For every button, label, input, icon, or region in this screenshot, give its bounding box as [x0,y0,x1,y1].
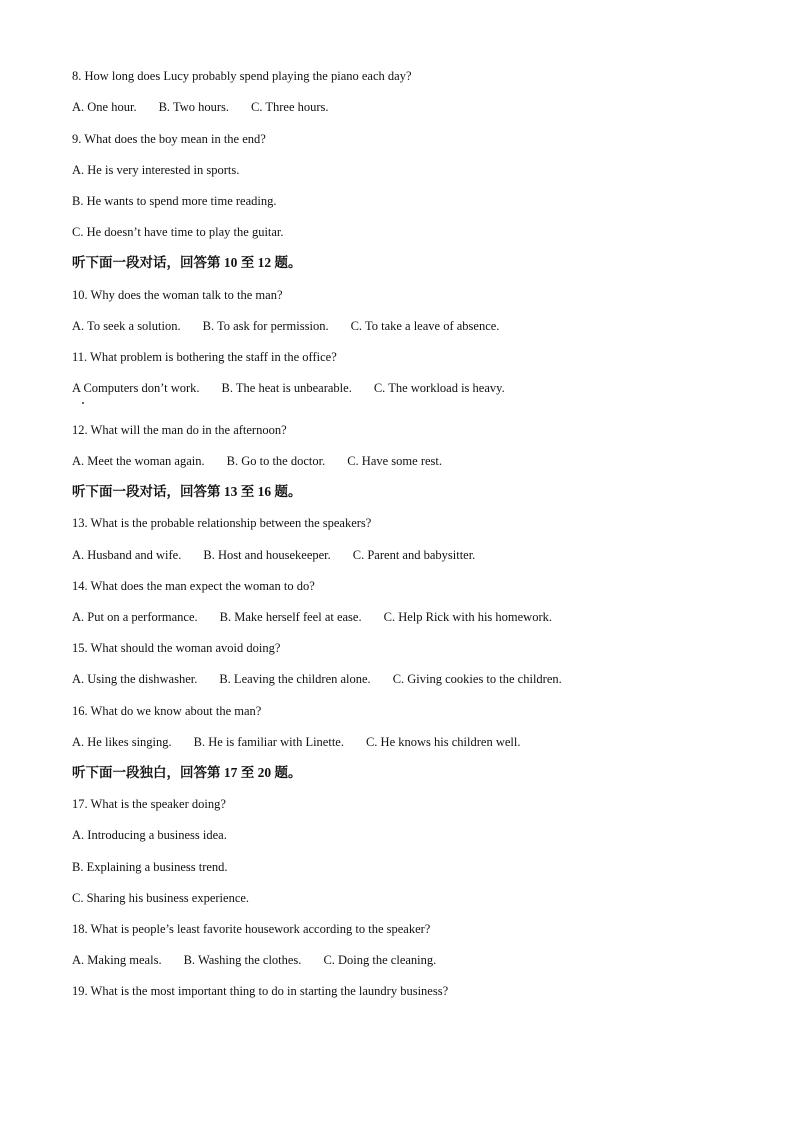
question-17: 17. What is the speaker doing? [72,797,226,811]
question-12: 12. What will the man do in the afternoon? [72,423,287,437]
option-15a: A. Using the dishwasher. [72,672,198,686]
options-13 [72,547,497,563]
options-8 [72,99,351,115]
option-18c: C. Doing the cleaning. [323,953,437,967]
option-16c: C. He knows his children well. [365,735,521,749]
section-heading-10-12: 听下面一段对话，回答第 10 至 12 题。 [72,255,302,270]
option-11b: B. The heat is unbearable. [221,381,352,395]
option-9c: C. He doesn’t have time to play the guitar. [72,225,284,239]
option-16b: B. He is familiar with Linette. [193,735,344,749]
option-11c: C. The workload is heavy. [373,381,505,395]
option-8b: B. Two hours. [158,100,230,114]
question-13: 13. What is the probable relationship between the speakers? [72,516,372,530]
question-18: 18. What is people’s least favorite housework according to the speaker? [72,922,431,936]
question-15: 15. What should the woman avoid doing? [72,641,281,655]
option-18b: B. Washing the clothes. [183,953,302,967]
option-17a: A. Introducing a business idea. [72,828,227,842]
option-10b: B. To ask for permission. [202,319,329,333]
option-16a: A. He likes singing. [72,735,172,749]
option-17b: B. Explaining a business trend. [72,860,228,874]
option-12c: C. Have some rest. [347,454,442,468]
question-9: 9. What does the boy mean in the end? [72,132,266,146]
option-8c: C. Three hours. [251,100,329,114]
option-15c: C. Giving cookies to the children. [392,672,562,686]
option-9b: B. He wants to spend more time reading. [72,194,277,208]
option-18a: A. Making meals. [72,953,162,967]
option-13a: A. Husband and wife. [72,548,182,562]
options-12 [72,453,464,469]
question-16: 16. What do we know about the man? [72,704,262,718]
option-17c: C. Sharing his business experience. [72,891,250,905]
option-9a: A. He is very interested in sports. [72,163,240,177]
options-16 [72,734,542,750]
options-10 [72,318,521,334]
option-8a: A. One hour. [72,100,137,114]
question-11: 11. What problem is bothering the staff in the office? [72,350,337,364]
stray-dot [82,402,84,404]
option-14a: A. Put on a performance. [72,610,198,624]
question-19: 19. What is the most important thing to do in starting the laundry business? [72,984,449,998]
option-10c: C. To take a leave of absence. [350,319,500,333]
option-13b: B. Host and housekeeper. [203,548,331,562]
section-heading-17-20: 听下面一段独白，回答第 17 至 20 题。 [72,765,302,780]
option-14b: B. Make herself feel at ease. [219,610,362,624]
options-11 [72,380,527,396]
option-12a: A. Meet the woman again. [72,454,205,468]
options-14 [72,609,574,625]
section-heading-13-16: 听下面一段对话，回答第 13 至 16 题。 [72,484,302,499]
option-11a: A Computers don’t work. [72,381,200,395]
options-18 [72,952,458,968]
option-14c: C. Help Rick with his homework. [383,610,552,624]
options-15 [72,671,584,687]
option-13c: C. Parent and babysitter. [352,548,476,562]
question-8: 8. How long does Lucy probably spend playing the piano each day? [72,69,412,83]
question-10: 10. Why does the woman talk to the man? [72,288,283,302]
option-12b: B. Go to the doctor. [226,454,326,468]
option-10a: A. To seek a solution. [72,319,181,333]
question-14: 14. What does the man expect the woman to do? [72,579,315,593]
option-15b: B. Leaving the children alone. [219,672,371,686]
